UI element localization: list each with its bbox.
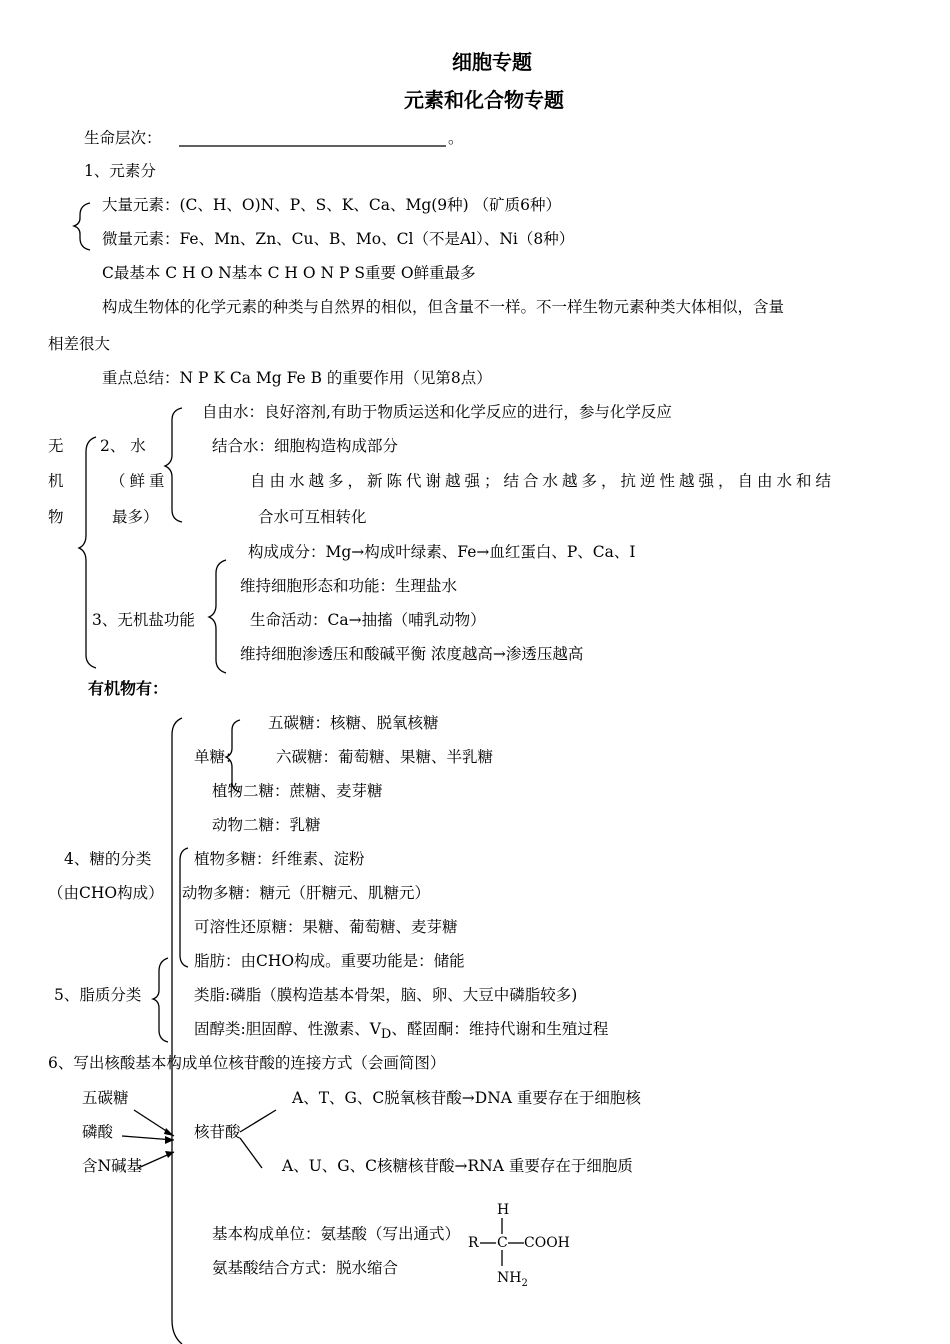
nucleotide-label: 核苷酸	[194, 1123, 241, 1141]
salt-label: 3、无机盐功能	[92, 611, 195, 629]
amino-acid-bond: 氨基酸结合方式：脱水缩合	[212, 1259, 399, 1277]
monosaccharide-label: 单糖：	[194, 748, 241, 766]
plant-polysaccharide: 植物多糖：纤维素、淀粉	[194, 850, 365, 868]
life-level-end: 。	[448, 129, 464, 147]
key-summary: 重点总结：N P K Ca Mg Fe B 的重要作用（见第8点）	[102, 369, 492, 387]
nucleotide-phosphate: 磷酸	[82, 1123, 114, 1141]
inorganic-side-char: 机	[48, 472, 64, 490]
sugar-label: 4、糖的分类	[64, 850, 152, 868]
lipid-sterol: 固醇类:胆固醇、性激素、$V_D$、醛固酮：维持代谢和生殖过程	[194, 1020, 609, 1043]
salt-item: 维持细胞形态和功能：生理盐水	[240, 577, 458, 595]
reducing-sugar: 可溶性还原糖：果糖、葡萄糖、麦芽糖	[194, 918, 458, 936]
free-water: 自由水：良好溶剂,有助于物质运送和化学反应的进行，参与化学反应	[202, 403, 672, 421]
nucleotide-pentose: 五碳糖	[82, 1089, 129, 1107]
salt-item: 维持细胞渗透压和酸碱平衡 浓度越高→渗透压越高	[240, 645, 584, 663]
plant-disaccharide: 植物二糖：蔗糖、麦芽糖	[212, 782, 383, 800]
elements-paragraph-line2: 相差很大	[48, 335, 111, 353]
animal-polysaccharide: 动物多糖：糖元（肝糖元、肌糖元）	[182, 884, 431, 902]
bound-water: 结合水：细胞构造构成部分	[212, 437, 399, 455]
amino-acid-unit: 基本构成单位：氨基酸（写出通式）	[212, 1225, 461, 1243]
micro-elements: 微量元素：Fe、Mn、Zn、Cu、B、Mo、Cl（不是Al）、Ni（8种）	[102, 230, 575, 248]
lipid-label: 5、脂质分类	[54, 986, 142, 1004]
water-note-line1: 自由水越多，新陈代谢越强；结合水越多，抗逆性越强，自由水和结	[250, 472, 836, 490]
lipid-fat: 脂肪：由CHO构成。重要功能是：储能	[194, 952, 465, 970]
water-sub-label: 最多）	[112, 508, 159, 526]
page-title: 细胞专题	[452, 50, 532, 74]
dna-line: A、T、G、C脱氧核苷酸→DNA 重要存在于细胞核	[292, 1089, 641, 1107]
water-note-line2: 合水可互相转化	[258, 508, 367, 526]
water-sub-label: （鲜重	[110, 472, 169, 490]
basic-elements: C最基本 C H O N基本 C H O N P S重要 O鲜重最多	[102, 264, 476, 282]
sugar-sub-label: （由CHO构成）	[48, 884, 164, 902]
lipid-phospholipid: 类脂:磷脂（膜构造基本骨架，脑、卵、大豆中磷脂较多)	[194, 986, 578, 1004]
elements-paragraph-line1: 构成生物体的化学元素的种类与自然界的相似，但含量不一样。不一样生物元素种类大体相似，含量	[102, 298, 785, 316]
pentose-sugar: 五碳糖：核糖、脱氧核糖	[268, 714, 439, 732]
animal-disaccharide: 动物二糖：乳糖	[212, 816, 321, 834]
page-subtitle: 元素和化合物专题	[404, 88, 564, 112]
macro-elements: 大量元素：(C、H、O)N、P、S、K、Ca、Mg(9种) （矿质6种）	[102, 196, 562, 214]
inorganic-side-char: 无	[48, 437, 64, 455]
salt-item: 生命活动：Ca→抽搐（哺乳动物）	[250, 611, 486, 629]
life-level-label: 生命层次：	[84, 129, 162, 147]
nucleic-heading: 6、写出核酸基本构成单位核苷酸的连接方式（会画简图）	[48, 1054, 446, 1072]
elements-heading: 1、元素分	[84, 162, 156, 180]
rna-line: A、U、G、C核糖核苷酸→RNA 重要存在于细胞质	[282, 1157, 633, 1175]
nucleotide-base: 含N碱基	[82, 1157, 143, 1175]
water-label: 2、 水	[100, 437, 146, 455]
hexose-sugar: 六碳糖：葡萄糖、果糖、半乳糖	[276, 748, 494, 766]
organic-heading: 有机物有：	[88, 679, 169, 698]
salt-item: 构成成分：Mg→构成叶绿素、Fe→血红蛋白、P、Ca、I	[248, 543, 636, 561]
inorganic-side-char: 物	[48, 508, 64, 526]
